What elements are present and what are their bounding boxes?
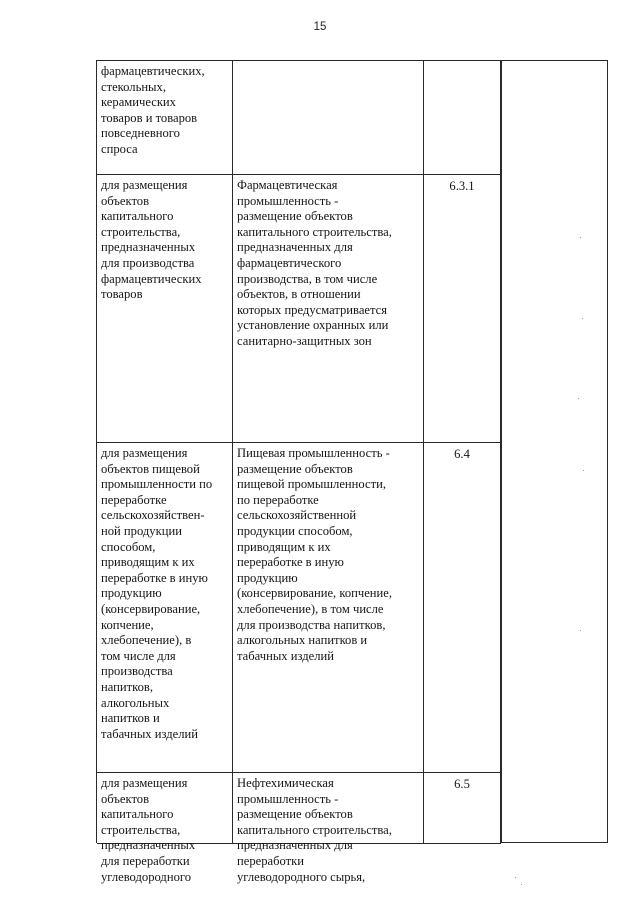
merged-column-cell	[501, 61, 608, 843]
table-row	[97, 61, 501, 175]
description-cell: Фармацевтическая промышленность - размещение объектов капитального строительства, предназначенных для фармацевтического производства, в том числе объектов, в отношении которых предусматривается установление охранных или санитарно-защитных зон	[233, 175, 424, 443]
column-divider	[501, 61, 502, 842]
scan-speck	[580, 630, 581, 631]
description-cell: Нефтехимическая промышленность - размещение объектов капитального строительства, предназначенных для переработки углеводородного сырья,	[233, 773, 424, 844]
code-cell: 6.5	[424, 773, 501, 844]
description-cell: Пищевая промышленность - размещение объектов пищевой промышленности, по переработке сельскохозяйственной продукции способом, приводящим к их переработке в иную продукцию (консервирование, копчение, хлебопечение), в том числе для производства напитков, алкогольных напитков и табачных изделий	[233, 443, 424, 773]
code-cell: 6.4	[424, 443, 501, 773]
scan-speck	[580, 237, 581, 238]
purpose-cell: для размещения объектов пищевой промышленности по переработке сельскохозяйствен- ной продукции способом, приводящим к их переработке в иную продукцию (консервирование, копчение, хлебопечение), в том числе для производства напитков, алкогольных напитков и табачных изделий	[97, 443, 233, 773]
purpose-cell: фармацевтических, стекольных, керамических товаров и товаров повседневного спроса	[97, 61, 233, 175]
table-row	[97, 773, 501, 884]
scan-speck	[583, 470, 584, 471]
scan-speck	[578, 398, 579, 399]
purpose-cell: для размещения объектов капитального строительства, предназначенных для производства фармацевтических товаров	[97, 175, 233, 443]
purpose-cell: для размещения объектов капитального строительства, предназначенных для переработки углеводородного	[97, 773, 233, 844]
land-use-table	[96, 60, 608, 884]
table-row	[97, 175, 501, 443]
page-number: 15	[313, 21, 327, 33]
code-cell: 6.3.1	[424, 175, 501, 443]
table-row	[97, 443, 501, 773]
description-cell	[233, 61, 424, 175]
code-cell	[424, 61, 501, 175]
scan-speck	[515, 877, 516, 878]
scan-speck	[582, 318, 583, 319]
scan-speck	[521, 884, 522, 885]
